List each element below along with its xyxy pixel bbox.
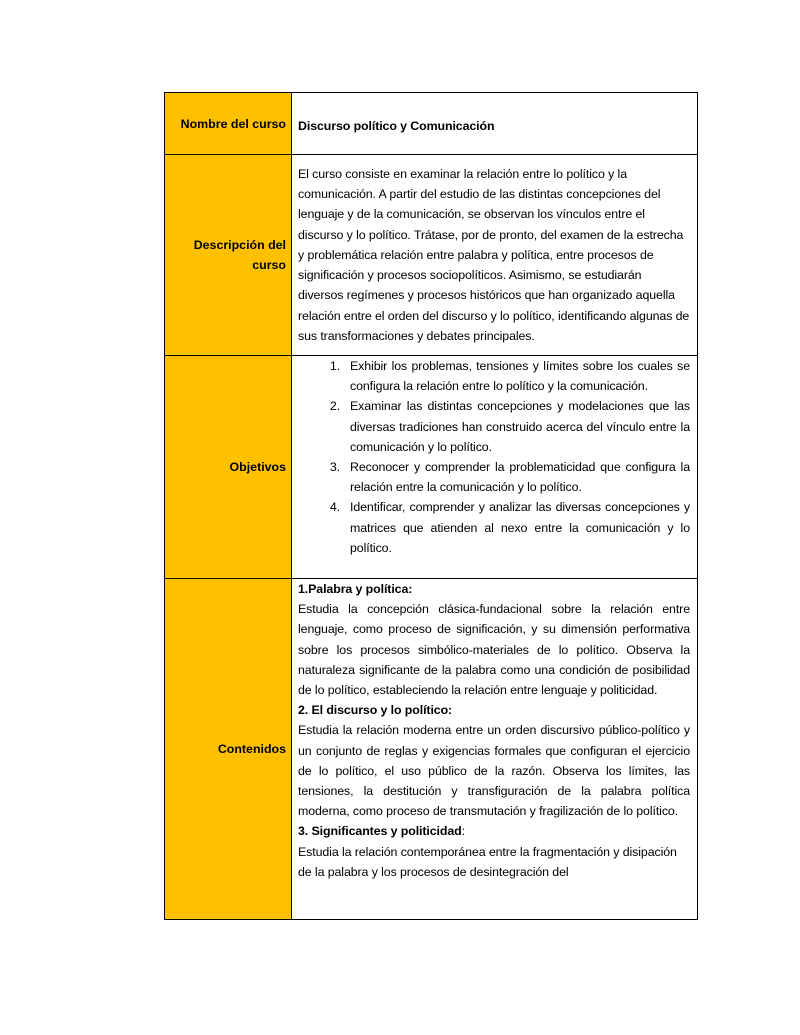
- course-name-value: Discurso político y Comunicación: [298, 119, 495, 134]
- course-info-table: [164, 92, 698, 920]
- contents-cell: [292, 579, 698, 920]
- content-section-text: Estudia la relación contemporánea entre la fragmentación y disipación de la palabra y los procesos de desintegración del: [298, 844, 677, 879]
- content-section-heading: [298, 821, 690, 841]
- objectives-list: [298, 356, 690, 558]
- course-name-row: [165, 93, 698, 155]
- objective-item: Identificar, comprender y analizar las diversas concepciones y matrices que atienden al nexo entre la comunicación y lo político.: [350, 500, 690, 555]
- objectives-row: [165, 356, 698, 579]
- content-heading-suffix: :: [461, 824, 465, 839]
- course-name-label: Nombre del curso: [165, 93, 292, 155]
- content-section: [298, 821, 690, 882]
- contents-label: Contenidos: [165, 579, 292, 920]
- content-heading-text: 2. El discurso y lo político:: [298, 703, 453, 718]
- course-name-cell: [292, 93, 698, 155]
- objective-item: Examinar las distintas concepciones y modelaciones que las diversas tradiciones han construido acerca del vínculo entre la comunicación y lo político.: [350, 399, 690, 454]
- objectives-cell: [292, 356, 698, 579]
- course-description-label: Descripción del curso: [165, 155, 292, 356]
- content-heading-text: 1.Palabra y política:: [298, 582, 413, 596]
- content-section-text: Estudia la concepción clásica-fundacional sobre la relación entre lenguaje, como proceso de significación, y su dimensión performativa sobre los procesos simbólico-materiales de lo político. Observa la naturaleza significante de la palabra como una condición de posibilidad de lo político, estableciendo la relación entre lenguaje y politicidad.: [298, 602, 690, 698]
- content-section-heading: [298, 579, 690, 599]
- content-section: [298, 579, 690, 700]
- objectives-label: Objetivos: [165, 356, 292, 579]
- content-heading-text: 3. Significantes y politicidad: [298, 824, 462, 839]
- course-description-text: El curso consiste en examinar la relación entre lo político y la comunicación. A partir del estudio de las distintas concepciones del lenguaje y de la comunicación, se observan los vínculos entre el discurso y lo político. Trátase, por de pronto, del examen de la estrecha y problemática relación entre palabra y política, entre procesos de significación y procesos sociopolíticos. Asimismo, se estudiarán diversos regímenes y procesos históricos que han organizado aquella relación entre el orden del discurso y lo político, identificando algunas de sus transformaciones y debates principales.: [298, 167, 690, 343]
- objective-item: Exhibir los problemas, tensiones y límites sobre los cuales se configura la relación entre lo político y la comunicación.: [350, 359, 690, 394]
- content-section: [298, 700, 690, 821]
- objective-item: Reconocer y comprender la problematicidad que configura la relación entre la comunicación y lo político.: [350, 460, 690, 495]
- course-description-row: [165, 155, 698, 356]
- contents-row: [165, 579, 698, 920]
- course-description-cell: [292, 155, 698, 356]
- content-section-text: Estudia la relación moderna entre un orden discursivo público-político y un conjunto de reglas y exigencias formales que configuran el ejercicio de lo político, el uso público de la razón. Observa los límites, las tensiones, la destitución y transfiguración de la palabra política moderna, como proceso de transmutación y fragilización de lo político.: [298, 723, 690, 819]
- content-section-heading: [298, 700, 690, 720]
